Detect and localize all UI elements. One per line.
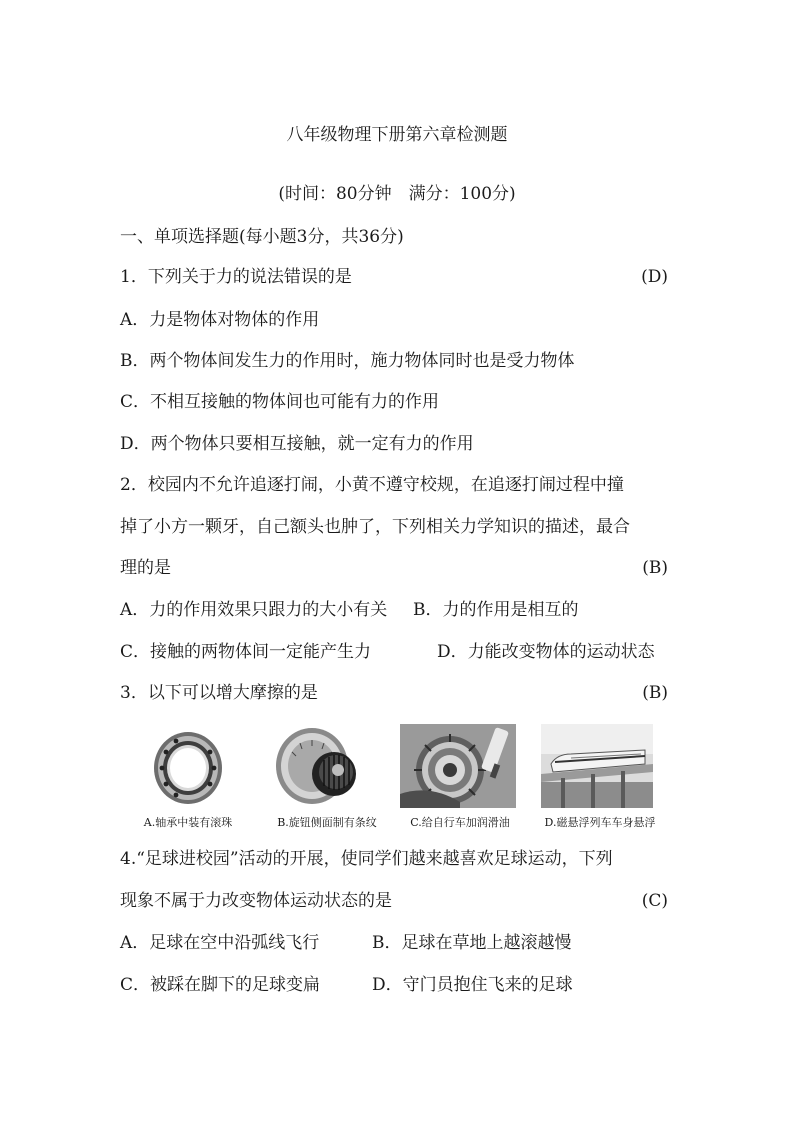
- section-heading: 一、单项选择题(每小题3分，共36分): [120, 227, 404, 247]
- q2-option-c: C．接触的两物体间一定能产生力: [120, 642, 372, 662]
- q1-option-d: D．两个物体只要相互接触，就一定有力的作用: [120, 434, 474, 454]
- q3-caption-b: B.旋钮侧面制有条纹: [277, 816, 377, 829]
- bicycle-gear-image: [400, 724, 516, 808]
- q2-option-a: A．力的作用效果只跟力的大小有关: [120, 600, 388, 620]
- q3-stem: 3．以下可以增大摩擦的是: [120, 683, 318, 703]
- q1-option-b: B．两个物体间发生力的作用时，施力物体同时也是受力物体: [120, 351, 575, 371]
- bearing-image: [148, 724, 228, 808]
- q4-stem-line-2: 现象不属于力改变物体运动状态的是: [120, 891, 392, 911]
- q4-option-c: C．被踩在脚下的足球变扁: [120, 975, 321, 995]
- q2-answer: (B): [642, 558, 668, 578]
- q4-answer: (C): [641, 891, 668, 911]
- knob-image: [272, 724, 362, 808]
- q3-caption-a: A.轴承中装有滚珠: [143, 816, 233, 829]
- q3-caption-d: D.磁悬浮列车车身悬浮: [544, 816, 656, 829]
- q1-answer: (D): [641, 267, 668, 287]
- page-title: 八年级物理下册第六章检测题: [286, 125, 508, 145]
- q4-stem-line-1: 4.“足球进校园”活动的开展，使同学们越来越喜欢足球运动，下列: [120, 849, 613, 869]
- q2-option-d: D．力能改变物体的运动状态: [437, 642, 655, 662]
- q2-option-b: B．力的作用是相互的: [413, 600, 579, 620]
- q3-answer: (B): [642, 683, 668, 703]
- q1-stem: 1．下列关于力的说法错误的是: [120, 267, 352, 287]
- maglev-train-image: [541, 724, 653, 808]
- q4-option-d: D．守门员抱住飞来的足球: [372, 975, 573, 995]
- q2-stem-line-1: 2．校园内不允许追逐打闹，小黄不遵守校规，在追逐打闹过程中撞: [120, 475, 624, 495]
- q4-option-b: B．足球在草地上越滚越慢: [372, 933, 572, 953]
- q1-option-c: C．不相互接触的物体间也可能有力的作用: [120, 392, 440, 412]
- q4-option-a: A．足球在空中沿弧线飞行: [120, 933, 320, 953]
- exam-time-score: (时间：80分钟 满分：100分): [278, 184, 516, 204]
- q3-caption-c: C.给自行车加润滑油: [410, 816, 510, 829]
- q1-option-a: A．力是物体对物体的作用: [120, 310, 320, 330]
- q2-stem-line-3: 理的是: [120, 558, 171, 578]
- q2-stem-line-2: 掉了小方一颗牙，自己额头也肿了，下列相关力学知识的描述，最合: [120, 517, 630, 537]
